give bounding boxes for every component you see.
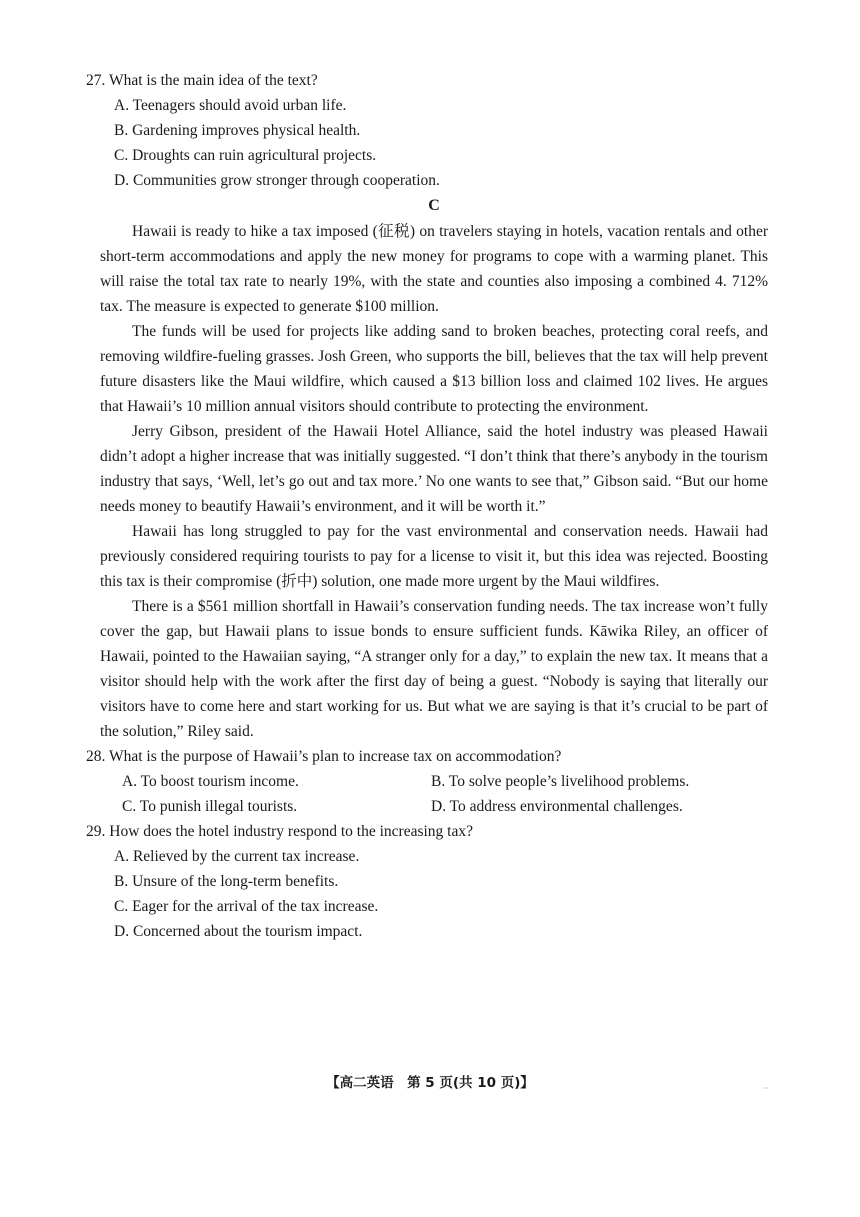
- scan-mark: ··: [763, 1084, 769, 1093]
- passage-paragraph: There is a $561 million shortfall in Hawaii’s conservation funding needs. The tax increase won’t fully cover the gap, but Hawaii plans to issue bonds to ensure sufficient funds. Kāwika Riley, an officer of Hawaii, pointed to the Hawaiian saying, “A stranger only for a day,” to explain the new tax. It means that a visitor should help with the work after the first day of being a guest. “Nobody is saying that literally our visitors have to come here and start working for us. But what we are saying is that it’s crucial to be part of the solution,” Riley said.: [100, 598, 768, 740]
- passage-paragraph: The funds will be used for projects like adding sand to broken beaches, protecting coral reefs, and removing wildfire-fueling grasses. Josh Green, who supports the bill, believes that the tax will help prevent future disasters like the Maui wildfire, which caused a $13 billion loss and claimed 102 lives. He argues that Hawaii’s 10 million annual visitors should contribute to protecting the environment.: [100, 323, 768, 415]
- option-a: A. Relieved by the current tax increase.: [114, 848, 360, 865]
- passage-paragraph: Hawaii has long struggled to pay for the vast environmental and conservation needs. Hawaii had previously considered requiring tourists to pay for a license to visit it, but this idea was rejected. Boosting this tax is their compromise (折中) solution, one made more urgent by the Maui wildfires.: [100, 523, 768, 590]
- option-a: A. Teenagers should avoid urban life.: [114, 97, 347, 114]
- passage-paragraph: Jerry Gibson, president of the Hawaii Hotel Alliance, said the hotel industry was pleased Hawaii didn’t adopt a higher increase that was initially suggested. “I don’t think that there’s anybody in the tourism industry that says, ‘Well, let’s go out and tax more.’ No one wants to see that,” Gibson said. “But our home needs money to beautify Hawaii’s environment, and it will be worth it.”: [100, 423, 768, 515]
- option-c: C. Droughts can ruin agricultural projects.: [114, 147, 377, 164]
- option-c: C. Eager for the arrival of the tax increase.: [114, 898, 379, 915]
- question-stem: 27. What is the main idea of the text?: [86, 72, 318, 89]
- exam-page: [86, 68, 768, 944]
- section-heading: C: [428, 197, 440, 214]
- option-b: B. To solve people’s livelihood problems.: [431, 773, 690, 790]
- question-27: [86, 68, 768, 193]
- option-d: D. To address environmental challenges.: [431, 798, 683, 815]
- question-29: [86, 819, 768, 944]
- option-d: D. Communities grow stronger through cooperation.: [114, 172, 440, 189]
- option-d: D. Concerned about the tourism impact.: [114, 923, 363, 940]
- option-row: [122, 769, 768, 794]
- passage-c: [100, 219, 768, 744]
- question-stem: 28. What is the purpose of Hawaii’s plan to increase tax on accommodation?: [86, 748, 562, 765]
- passage-paragraph: Hawaii is ready to hike a tax imposed (征税) on travelers staying in hotels, vacation rentals and other short-term accommodations and apply the new money for programs to cope with a warming planet. This will raise the total tax rate to nearly 19%, with the state and counties also imposing a combined 4. 712% tax. The measure is expected to generate $100 million.: [100, 223, 768, 315]
- option-b: B. Gardening improves physical health.: [114, 122, 361, 139]
- option-row: [122, 794, 768, 819]
- option-a: A. To boost tourism income.: [122, 773, 299, 790]
- page-footer: 【高二英语 第 5 页(共 10 页)】: [326, 1075, 534, 1091]
- question-stem: 29. How does the hotel industry respond to the increasing tax?: [86, 823, 473, 840]
- question-28: [86, 744, 768, 819]
- option-b: B. Unsure of the long-term benefits.: [114, 873, 339, 890]
- option-c: C. To punish illegal tourists.: [122, 798, 298, 815]
